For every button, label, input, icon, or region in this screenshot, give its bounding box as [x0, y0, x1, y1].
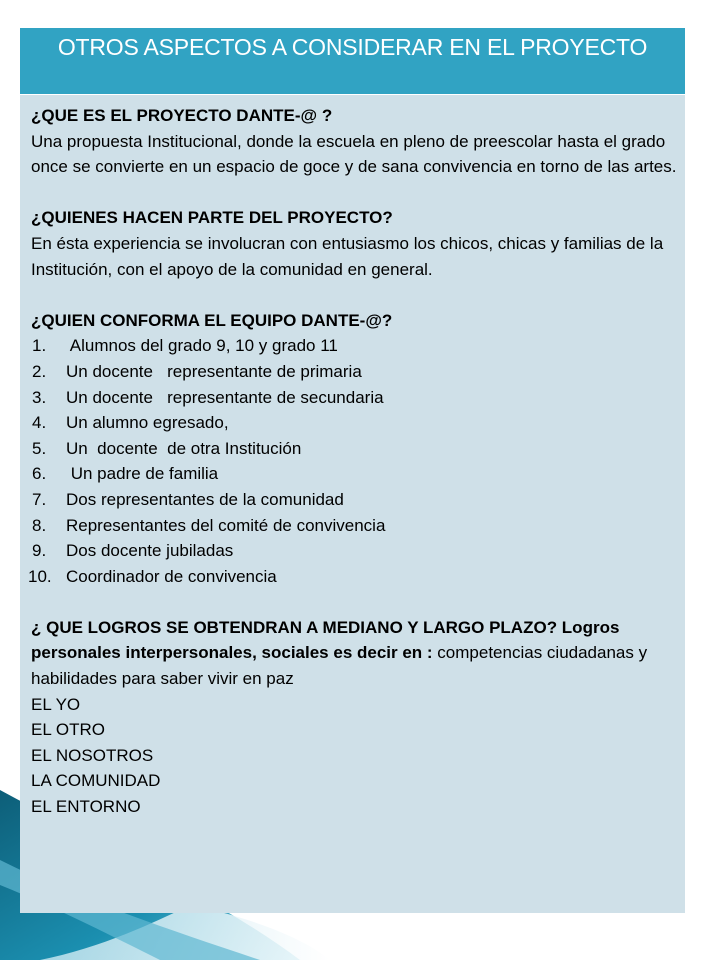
logros-paragraph: [31, 615, 681, 692]
list-item: 7. Dos representantes de la comunidad: [32, 489, 344, 509]
header-bar: [20, 28, 685, 95]
answer-quienes: En ésta experiencia se involucran con entusiasmo los chicos, chicas y familias de la Institución, con el apoyo de la comunidad en general.: [31, 233, 664, 279]
team-list: [28, 333, 681, 589]
page-title: OTROS ASPECTOS A CONSIDERAR EN EL PROYECTO: [57, 34, 648, 60]
question-quienes: ¿QUIENES HACEN PARTE DEL PROYECTO?: [31, 208, 393, 228]
question-logros: ¿ QUE LOGROS SE OBTENDRAN A MEDIANO Y LARGO PLAZO? Logros personales interpersonales, sociales es decir en :: [31, 617, 620, 663]
list-item: 5. Un docente de otra Institución: [32, 438, 302, 458]
logro-item: EL NOSOTROS: [31, 745, 154, 765]
text-content: [28, 103, 681, 820]
list-item: 8. Representantes del comité de convivencia: [32, 515, 386, 535]
list-item: 6. Un padre de familia: [32, 464, 219, 484]
list-item: 9. Dos docente jubiladas: [32, 541, 234, 561]
content-body: [20, 95, 685, 913]
answer-que-es: Una propuesta Institucional, donde la escuela en pleno de preescolar hasta el grado once se convierte en un espacio de goce y de sana convivencia en torno de las artes.: [31, 131, 677, 177]
list-item: 1. Alumnos del grado 9, 10 y grado 11: [32, 336, 338, 356]
logro-item: EL OTRO: [31, 720, 105, 740]
question-equipo: ¿QUIEN CONFORMA EL EQUIPO DANTE-@?: [31, 310, 393, 330]
question-que-es: ¿QUE ES EL PROYECTO DANTE-@ ?: [31, 106, 333, 125]
logro-item: EL ENTORNO: [31, 797, 141, 817]
answer-logros: competencias ciudadanas y habilidades para saber vivir en paz: [31, 643, 648, 689]
list-item: 10. Coordinador de convivencia: [28, 566, 277, 586]
logro-item: LA COMUNIDAD: [31, 771, 161, 791]
content-card: [20, 28, 685, 913]
list-item: 4. Un alumno egresado,: [32, 413, 229, 433]
list-item: 3. Un docente representante de secundaria: [32, 387, 384, 407]
logro-item: EL YO: [31, 694, 81, 714]
list-item: 2. Un docente representante de primaria: [32, 361, 362, 381]
